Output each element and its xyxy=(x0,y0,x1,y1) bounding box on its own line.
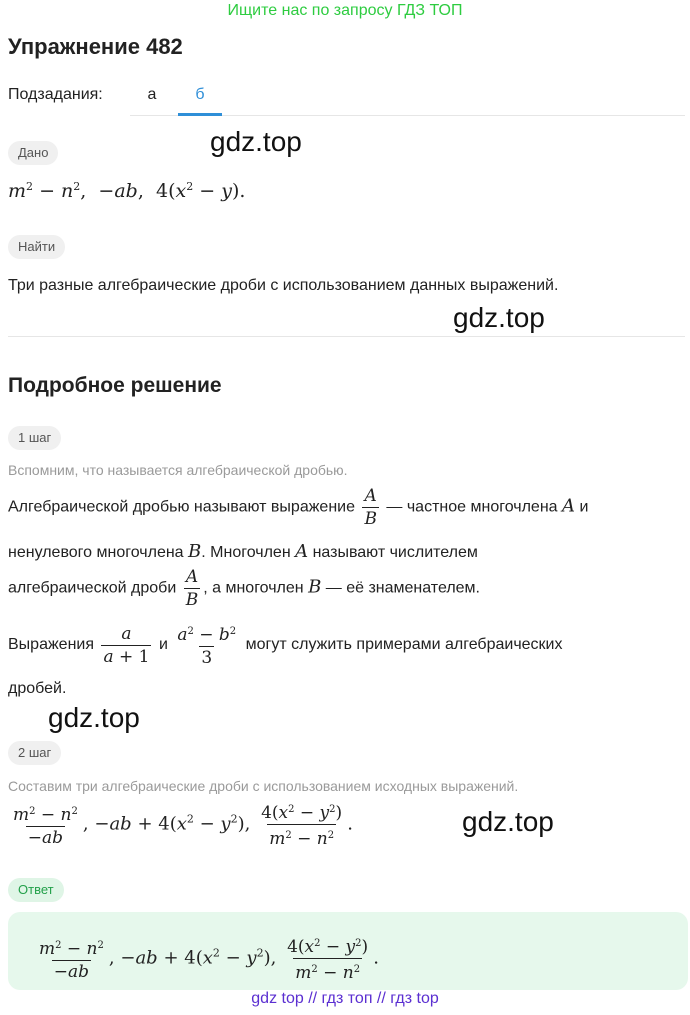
step1-line4: Выражения $\frac{a}{a + 1}$ и $\frac{a^2 - b^2}{3}$ могут служить примерами алгебраических xyxy=(8,623,563,668)
step1-line1: Алгебраической дробью называют выражение $\frac{A}{B}$ — частное многочлена A и xyxy=(8,486,589,529)
promo-banner[interactable]: Ищите нас по запросу ГДЗ ТОП xyxy=(227,2,463,19)
step1-hint: Вспомним, что называется алгебраической дробью. xyxy=(8,462,348,478)
step1-line5: дробей. xyxy=(8,680,67,697)
footer-links[interactable]: gdz top // гдз топ // гдз top xyxy=(251,990,439,1007)
divider xyxy=(8,336,685,337)
step1-line3: алгебраической дроби $\frac{A}{B}$ , а многочлен B — её знаменателем. xyxy=(8,567,480,610)
active-tab-indicator xyxy=(178,113,222,116)
find-badge: Найти xyxy=(8,235,65,259)
subtasks-label: Подзадания: xyxy=(8,86,103,103)
watermark: gdz.top xyxy=(48,702,140,733)
watermark: gdz.top xyxy=(453,302,545,333)
fraction-example-2: $\frac{a^2 - b^2}{3}$ xyxy=(177,625,237,668)
step1-badge: 1 шаг xyxy=(8,426,61,450)
find-text: Три разные алгебраические дроби с использованием данных выражений. xyxy=(8,277,559,294)
step2-badge: 2 шаг xyxy=(8,741,61,765)
step2-hint: Составим три алгебраические дроби с использованием исходных выражений. xyxy=(8,778,519,794)
answer-box xyxy=(8,912,688,990)
solution-title: Подробное решение xyxy=(8,374,222,397)
answer-expression: $\frac{m^2 - n^2}{-ab}$ , $-ab + 4(x^2 - y^2)$, $\frac{4(x^2 - y^2)}{m^2 - n^2}$ . xyxy=(39,937,379,983)
fraction-a-over-b: $\frac{A}{B}$ xyxy=(185,567,199,610)
fraction-example-1: $\frac{a}{a + 1}$ xyxy=(103,623,150,667)
subtask-tabs xyxy=(130,76,685,116)
fraction-a-over-b: $\frac{A}{B}$ xyxy=(364,486,377,529)
watermark: gdz.top xyxy=(210,126,302,157)
page-title: Упражнение 482 xyxy=(8,34,183,59)
given-badge: Дано xyxy=(8,141,58,165)
tab-b[interactable]: б xyxy=(195,86,205,103)
answer-badge: Ответ xyxy=(8,878,64,902)
step2-expression: $\frac{m^2 - n^2}{-ab}$ , $-ab + 4(x^2 - y^2)$, $\frac{4(x^2 - y^2)}{m^2 - n^2}$ . xyxy=(13,803,353,849)
given-expression: $m^2 - n^2$, −ab, $4(x^2 - y)$. xyxy=(8,180,246,202)
step1-line2: ненулевого многочлена B. Многочлен A называют числителем xyxy=(8,541,478,562)
watermark: gdz.top xyxy=(462,806,554,837)
tab-a[interactable]: а xyxy=(147,86,157,103)
